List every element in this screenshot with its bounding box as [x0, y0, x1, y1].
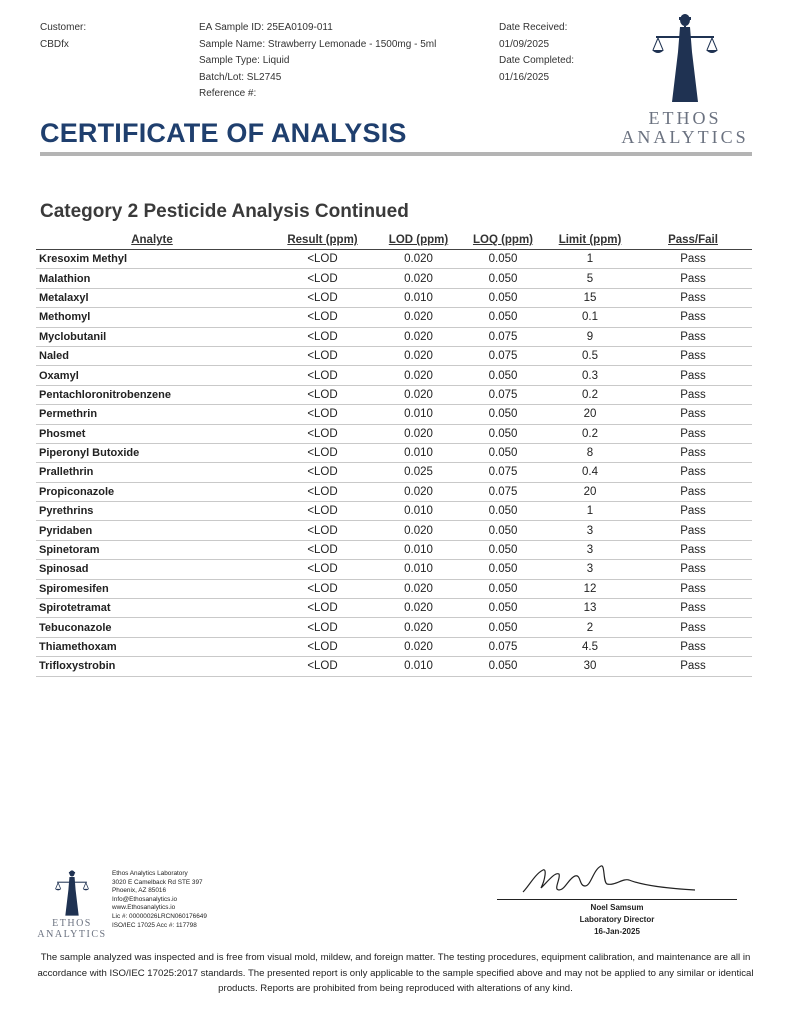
pass-fail-cell: Pass	[634, 288, 752, 307]
lod-cell: 0.020	[377, 599, 460, 618]
pass-fail-cell: Pass	[634, 269, 752, 288]
dates-block	[499, 20, 574, 86]
loq-cell: 0.050	[460, 443, 546, 462]
analyte-cell: Pentachloronitrobenzene	[36, 385, 268, 404]
lod-cell: 0.020	[377, 385, 460, 404]
table-row	[36, 424, 752, 443]
table-row	[36, 327, 752, 346]
column-header-loq: LOQ (ppm)	[460, 231, 546, 250]
analyte-cell: Kresoxim Methyl	[36, 250, 268, 269]
customer-block	[40, 20, 86, 53]
result-cell: <LOD	[268, 560, 377, 579]
analyte-cell: Spiromesifen	[36, 579, 268, 598]
loq-cell: 0.050	[460, 579, 546, 598]
lod-cell: 0.010	[377, 560, 460, 579]
date-completed-label: Date Completed:	[499, 55, 575, 66]
limit-cell: 0.3	[546, 366, 634, 385]
lod-cell: 0.010	[377, 657, 460, 676]
lab-contact-info	[112, 870, 207, 930]
limit-cell: 15	[546, 288, 634, 307]
limit-cell: 9	[546, 327, 634, 346]
pass-fail-cell: Pass	[634, 482, 752, 501]
table-row	[36, 346, 752, 365]
loq-cell: 0.050	[460, 521, 546, 540]
result-cell: <LOD	[268, 269, 377, 288]
pass-fail-cell: Pass	[634, 366, 752, 385]
sample-id: EA Sample ID: 25EA0109-011	[199, 22, 333, 33]
analyte-cell: Oxamyl	[36, 366, 268, 385]
pass-fail-cell: Pass	[634, 463, 752, 482]
loq-cell: 0.050	[460, 366, 546, 385]
lab-website: www.Ethosanalytics.io	[112, 904, 176, 912]
table-row	[36, 405, 752, 424]
signature-line	[497, 899, 737, 900]
loq-cell: 0.050	[460, 308, 546, 327]
analyte-cell: Phosmet	[36, 424, 268, 443]
result-cell: <LOD	[268, 308, 377, 327]
table-row	[36, 637, 752, 656]
limit-cell: 1	[546, 250, 634, 269]
section-title: Category 2 Pesticide Analysis Continued	[40, 201, 409, 222]
loq-cell: 0.075	[460, 327, 546, 346]
pass-fail-cell: Pass	[634, 540, 752, 559]
analyte-cell: Pyrethrins	[36, 502, 268, 521]
lod-cell: 0.010	[377, 288, 460, 307]
loq-cell: 0.050	[460, 424, 546, 443]
customer-label: Customer:	[40, 22, 87, 33]
logo-text-line1: ETHOS	[648, 108, 722, 128]
pass-fail-cell: Pass	[634, 443, 752, 462]
limit-cell: 3	[546, 521, 634, 540]
analyte-cell: Piperonyl Butoxide	[36, 443, 268, 462]
lod-cell: 0.020	[377, 269, 460, 288]
result-cell: <LOD	[268, 346, 377, 365]
analyte-cell: Spinosad	[36, 560, 268, 579]
table-row	[36, 366, 752, 385]
lab-license: Lic #: 00000026LRCN060176649	[112, 912, 207, 920]
table-row	[36, 288, 752, 307]
result-cell: <LOD	[268, 366, 377, 385]
lod-cell: 0.010	[377, 502, 460, 521]
limit-cell: 1	[546, 502, 634, 521]
result-cell: <LOD	[268, 502, 377, 521]
lod-cell: 0.020	[377, 579, 460, 598]
pass-fail-cell: Pass	[634, 579, 752, 598]
result-cell: <LOD	[268, 540, 377, 559]
limit-cell: 0.4	[546, 463, 634, 482]
analyte-cell: Naled	[36, 346, 268, 365]
lod-cell: 0.020	[377, 308, 460, 327]
table-row	[36, 579, 752, 598]
pass-fail-cell: Pass	[634, 308, 752, 327]
table-row	[36, 269, 752, 288]
table-row	[36, 502, 752, 521]
analyte-cell: Spinetoram	[36, 540, 268, 559]
pass-fail-cell: Pass	[634, 560, 752, 579]
pass-fail-cell: Pass	[634, 657, 752, 676]
loq-cell: 0.075	[460, 346, 546, 365]
date-completed: 01/16/2025	[499, 71, 550, 83]
column-header-pass-fail: Pass/Fail	[634, 231, 752, 250]
limit-cell: 0.1	[546, 308, 634, 327]
pass-fail-cell: Pass	[634, 618, 752, 637]
result-cell: <LOD	[268, 482, 377, 501]
reference: Reference #:	[199, 88, 257, 99]
result-cell: <LOD	[268, 657, 377, 676]
pass-fail-cell: Pass	[634, 327, 752, 346]
analyte-cell: Spirotetramat	[36, 599, 268, 618]
pass-fail-cell: Pass	[634, 346, 752, 365]
pass-fail-cell: Pass	[634, 385, 752, 404]
result-cell: <LOD	[268, 424, 377, 443]
footer-logo-text-line2: ANALYTICS	[37, 929, 107, 940]
limit-cell: 2	[546, 618, 634, 637]
pass-fail-cell: Pass	[634, 521, 752, 540]
loq-cell: 0.050	[460, 657, 546, 676]
result-cell: <LOD	[268, 618, 377, 637]
lab-name: Ethos Analytics Laboratory	[112, 870, 188, 877]
disclaimer-text: The sample analyzed was inspected and is free from visual mold, mildew, and foreign matter. The testing procedures, equipment calibration, and maintenance are all in accordance with ISO/IEC 17025:2017 standards. The presented report is only applicable to the sample specified above and may not be applied to any similar or identical products. Reports are prohibited from being reproduced with alterations of any kind.	[37, 952, 754, 994]
footer-logo-text-line1: ETHOS	[52, 918, 92, 929]
logo-text-line2: ANALYTICS	[621, 127, 749, 147]
limit-cell: 30	[546, 657, 634, 676]
result-cell: <LOD	[268, 463, 377, 482]
limit-cell: 0.2	[546, 424, 634, 443]
column-header-limit: Limit (ppm)	[546, 231, 634, 250]
limit-cell: 12	[546, 579, 634, 598]
sample-info-block	[199, 20, 436, 103]
signature-image	[519, 860, 699, 900]
date-received: 01/09/2025	[499, 38, 550, 50]
analyte-cell: Methomyl	[36, 308, 268, 327]
analyte-cell: Tebuconazole	[36, 618, 268, 637]
result-cell: <LOD	[268, 405, 377, 424]
table-row	[36, 443, 752, 462]
lod-cell: 0.020	[377, 250, 460, 269]
batch-lot: Batch/Lot: SL2745	[199, 71, 282, 83]
result-cell: <LOD	[268, 637, 377, 656]
column-header-analyte: Analyte	[36, 231, 268, 250]
pass-fail-cell: Pass	[634, 424, 752, 443]
justice-figure-icon	[650, 12, 720, 104]
result-cell: <LOD	[268, 599, 377, 618]
page-title: CERTIFICATE OF ANALYSIS	[40, 118, 407, 148]
lod-cell: 0.020	[377, 424, 460, 443]
ethos-logo	[620, 12, 750, 147]
lod-cell: 0.020	[377, 346, 460, 365]
lod-cell: 0.010	[377, 540, 460, 559]
sample-type: Sample Type: Liquid	[199, 55, 290, 66]
lod-cell: 0.020	[377, 521, 460, 540]
result-cell: <LOD	[268, 288, 377, 307]
limit-cell: 3	[546, 540, 634, 559]
lod-cell: 0.020	[377, 482, 460, 501]
title-divider	[40, 152, 752, 156]
lod-cell: 0.010	[377, 443, 460, 462]
analyte-cell: Thiamethoxam	[36, 637, 268, 656]
signer-name: Noel Samsum	[590, 903, 644, 912]
limit-cell: 3	[546, 560, 634, 579]
limit-cell: 5	[546, 269, 634, 288]
loq-cell: 0.050	[460, 288, 546, 307]
table-row	[36, 521, 752, 540]
loq-cell: 0.075	[460, 482, 546, 501]
table-row	[36, 463, 752, 482]
lod-cell: 0.010	[377, 405, 460, 424]
loq-cell: 0.050	[460, 250, 546, 269]
column-header-lod: LOD (ppm)	[377, 231, 460, 250]
table-row	[36, 560, 752, 579]
analyte-cell: Permethrin	[36, 405, 268, 424]
pass-fail-cell: Pass	[634, 599, 752, 618]
result-cell: <LOD	[268, 521, 377, 540]
loq-cell: 0.050	[460, 502, 546, 521]
analyte-cell: Myclobutanil	[36, 327, 268, 346]
limit-cell: 20	[546, 405, 634, 424]
table-row	[36, 250, 752, 269]
result-cell: <LOD	[268, 579, 377, 598]
customer-value: CBDfx	[40, 38, 69, 50]
analyte-cell: Metalaxyl	[36, 288, 268, 307]
pass-fail-cell: Pass	[634, 250, 752, 269]
limit-cell: 8	[546, 443, 634, 462]
result-cell: <LOD	[268, 327, 377, 346]
limit-cell: 20	[546, 482, 634, 501]
lod-cell: 0.020	[377, 366, 460, 385]
justice-figure-small-icon	[54, 868, 90, 918]
table-row	[36, 540, 752, 559]
table-row	[36, 657, 752, 676]
lod-cell: 0.020	[377, 618, 460, 637]
limit-cell: 0.5	[546, 346, 634, 365]
limit-cell: 13	[546, 599, 634, 618]
column-header-result: Result (ppm)	[268, 231, 377, 250]
pass-fail-cell: Pass	[634, 405, 752, 424]
pass-fail-cell: Pass	[634, 502, 752, 521]
table-row	[36, 599, 752, 618]
loq-cell: 0.050	[460, 560, 546, 579]
pesticide-results-table	[36, 231, 752, 677]
loq-cell: 0.050	[460, 540, 546, 559]
loq-cell: 0.050	[460, 618, 546, 637]
analyte-cell: Malathion	[36, 269, 268, 288]
lod-cell: 0.025	[377, 463, 460, 482]
limit-cell: 4.5	[546, 637, 634, 656]
loq-cell: 0.050	[460, 269, 546, 288]
result-cell: <LOD	[268, 385, 377, 404]
signer-title: Laboratory Director	[579, 915, 655, 924]
lab-iso: ISO/IEC 17025 Acc #: 117798	[112, 921, 197, 929]
limit-cell: 0.2	[546, 385, 634, 404]
loq-cell: 0.075	[460, 637, 546, 656]
analyte-cell: Prallethrin	[36, 463, 268, 482]
lod-cell: 0.020	[377, 637, 460, 656]
table-row	[36, 482, 752, 501]
analyte-cell: Propiconazole	[36, 482, 268, 501]
table-row	[36, 308, 752, 327]
sign-date: 16-Jan-2025	[594, 927, 640, 936]
pass-fail-cell: Pass	[634, 637, 752, 656]
lab-address: 3020 E Camelback Rd STE 397	[112, 878, 203, 886]
loq-cell: 0.050	[460, 599, 546, 618]
loq-cell: 0.050	[460, 405, 546, 424]
table-row	[36, 385, 752, 404]
analyte-cell: Pyridaben	[36, 521, 268, 540]
signature-block	[497, 858, 737, 943]
loq-cell: 0.075	[460, 463, 546, 482]
table-row	[36, 618, 752, 637]
result-cell: <LOD	[268, 250, 377, 269]
lod-cell: 0.020	[377, 327, 460, 346]
table-header-row	[36, 231, 752, 250]
lab-city: Phoenix, AZ 85016	[112, 887, 167, 895]
result-cell: <LOD	[268, 443, 377, 462]
lab-email: Info@Ethosanalytics.io	[112, 895, 178, 903]
sample-name: Sample Name: Strawberry Lemonade - 1500mg - 5ml	[199, 38, 437, 50]
analyte-cell: Trifloxystrobin	[36, 657, 268, 676]
date-received-label: Date Received:	[499, 22, 568, 33]
loq-cell: 0.075	[460, 385, 546, 404]
